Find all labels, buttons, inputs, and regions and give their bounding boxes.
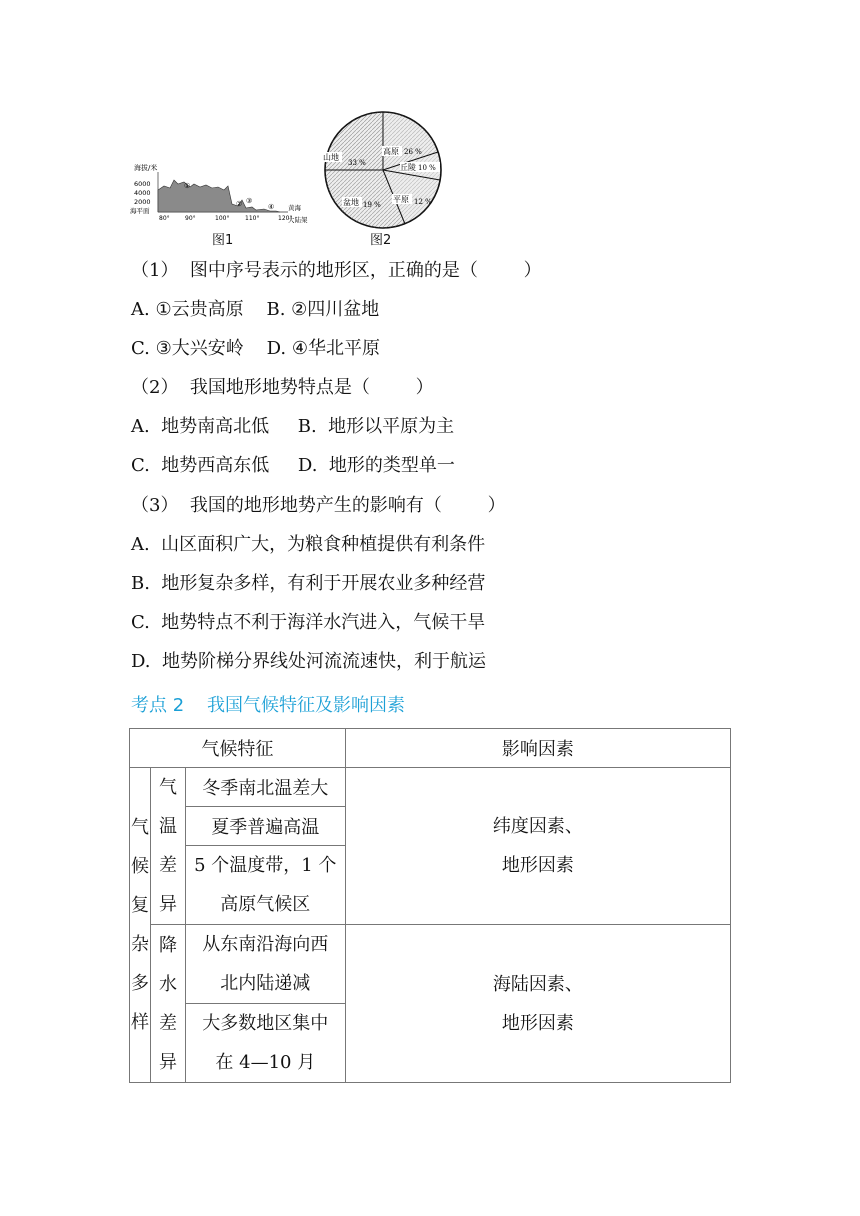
fig1-xtick-100: 100° <box>215 215 230 222</box>
question-1-options-cd: C. ③大兴安岭 D. ④华北平原 <box>131 338 380 359</box>
outer-label-char: 样 <box>130 1012 149 1033</box>
pie-label-basin: 盆地 <box>343 198 359 207</box>
fig1-terrain-shape <box>158 180 280 212</box>
precipitation-label-char: 降 <box>158 934 177 956</box>
precipitation-label-char: 异 <box>158 1051 177 1073</box>
pie-label-plateau: 高原 <box>383 147 399 156</box>
outer-label-char: 多 <box>130 973 149 994</box>
temperature-factor-cell <box>345 768 730 925</box>
question-3-stem: （3） 我国的地形地势产生的影响有（ ） <box>131 495 506 516</box>
temperature-label-char: 温 <box>158 816 177 837</box>
elevation-profile-svg <box>128 160 308 224</box>
temperature-label-cell <box>150 768 185 925</box>
precipitation-factor-line-1: 海陆因素、 <box>492 973 583 995</box>
figure-1-elevation-profile <box>128 160 308 224</box>
question-3-option-d: D. 地势阶梯分界线处河流流速快，利于航运 <box>131 651 486 672</box>
question-3-option-b: B. 地形复杂多样，有利于开展农业多种经营 <box>131 573 486 594</box>
precipitation-label-char: 水 <box>158 973 177 995</box>
precipitation-item-spatial <box>185 925 345 1004</box>
question-2-options-cd: C. 地势西高东低 D. 地形的类型单一 <box>131 455 455 476</box>
pie-pct-plateau: 26 % <box>404 148 422 156</box>
precipitation-spatial-line-2: 北内陆递减 <box>220 973 311 994</box>
question-1-options-ab: A. ①云贵高原 B. ②四川盆地 <box>131 299 380 320</box>
question-1-stem: （1） 图中序号表示的地形区，正确的是（ ） <box>131 260 542 281</box>
temperature-item-zones <box>185 846 345 925</box>
fig1-xtick-110: 110° <box>245 215 260 222</box>
fig1-ytick-2000: 2000 <box>134 198 151 206</box>
outer-label-char: 候 <box>130 856 149 877</box>
table-row <box>130 925 731 965</box>
fig1-ytick-sealevel: 海平面 <box>130 207 150 215</box>
question-2-stem: （2） 我国地形地势特点是（ ） <box>131 377 434 398</box>
pie-label-hill: 丘陵 <box>400 163 416 172</box>
fig1-y-axis-title: 海拔/米 <box>134 164 158 172</box>
precipitation-item-season <box>185 1004 345 1083</box>
fig1-marker-2: ② <box>236 200 243 208</box>
outer-label-char: 复 <box>130 895 149 916</box>
precipitation-season-line-1: 大多数地区集中 <box>202 1013 329 1034</box>
section-heading: 考点 2 我国气候特征及影响因素 <box>131 695 406 716</box>
pie-pct-hill: 10 % <box>418 164 436 172</box>
pie-pct-mountain: 33 % <box>348 159 366 167</box>
climate-table <box>129 728 731 1083</box>
terrain-pie-svg <box>320 110 446 230</box>
pie-label-plain: 平原 <box>393 195 409 204</box>
temperature-factor-line-1: 纬度因素、 <box>492 816 583 837</box>
precipitation-factor-line-2: 地形因素 <box>501 1012 574 1034</box>
fig1-xtick-120: 120° <box>278 215 293 222</box>
pie-pct-basin: 19 % <box>363 201 381 209</box>
figure-2-terrain-pie <box>320 110 446 230</box>
precipitation-spatial-line-1: 从东南沿海向西 <box>202 934 329 955</box>
precipitation-factor-cell <box>345 925 730 1083</box>
temperature-zones-line-1: 5 个温度带，1 个 <box>194 855 337 876</box>
fig1-sea-label: 黄海 <box>288 204 301 212</box>
figure-2-caption: 图2 <box>370 233 392 248</box>
header-climate-feature: 气候特征 <box>130 729 346 768</box>
question-3-option-a: A. 山区面积广大，为粮食种植提供有利条件 <box>131 534 486 555</box>
precipitation-label-cell <box>150 925 185 1083</box>
pie-label-mountain: 山地 <box>323 153 339 162</box>
precipitation-label-char: 差 <box>158 1012 177 1034</box>
figure-1-caption: 图1 <box>212 233 234 248</box>
outer-label-char: 杂 <box>130 934 149 955</box>
table-row <box>130 768 731 807</box>
temperature-zones-line-2: 高原气候区 <box>220 894 311 915</box>
question-3-option-c: C. 地势特点不利于海洋水汽进入，气候干旱 <box>131 612 486 633</box>
fig1-marker-1: ① <box>184 182 191 190</box>
temperature-item-summer: 夏季普遍高温 <box>185 807 345 846</box>
header-influence-factor: 影响因素 <box>345 729 730 768</box>
fig1-ytick-4000: 4000 <box>134 189 151 197</box>
pie-pct-plain: 12 % <box>414 198 432 206</box>
temperature-label-char: 气 <box>158 777 177 798</box>
temperature-item-winter: 冬季南北温差大 <box>185 768 345 807</box>
table-header-row <box>130 729 731 768</box>
fig1-marker-3: ③ <box>246 197 253 205</box>
temperature-factor-line-2: 地形因素 <box>501 855 574 876</box>
fig1-xtick-90: 90° <box>185 215 196 222</box>
question-2-options-ab: A. 地势南高北低 B. 地形以平原为主 <box>131 416 455 437</box>
outer-label-char: 气 <box>130 817 149 838</box>
precipitation-season-line-2: 在 4—10 月 <box>215 1052 316 1073</box>
fig1-shelf-label: 大陆架 <box>288 216 308 224</box>
temperature-label-char: 差 <box>158 855 177 876</box>
fig1-ytick-6000: 6000 <box>134 180 151 188</box>
fig1-xtick-80: 80° <box>159 215 170 222</box>
temperature-label-char: 异 <box>158 894 177 915</box>
outer-label-cell <box>130 768 151 1083</box>
fig1-marker-4: ④ <box>268 203 275 211</box>
